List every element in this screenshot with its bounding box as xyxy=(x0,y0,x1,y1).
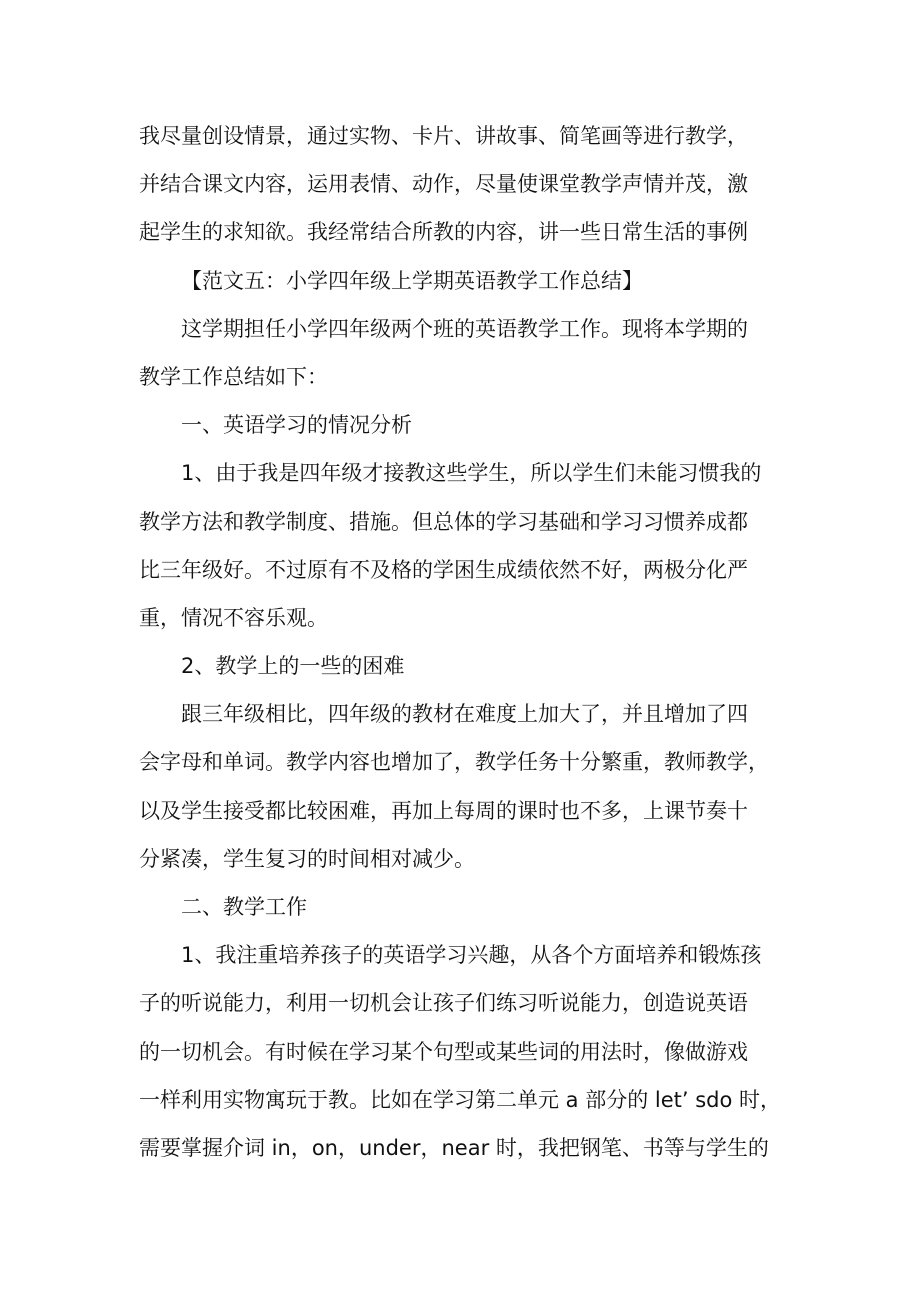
text-line: 这学期担任小学四年级两个班的英语教学工作。现将本学期的 xyxy=(181,316,748,341)
text-line: 【范文五：小学四年级上学期英语教学工作总结】 xyxy=(181,268,643,293)
text-line: 一、英语学习的情况分析 xyxy=(181,413,412,438)
text-line: 1、由于我是四年级才接教这些学生，所以学生们未能习惯我的 xyxy=(181,461,762,486)
text-line: 分紧凑，学生复习的时间相对减少。 xyxy=(139,846,475,871)
text-line: 的一切机会。有时候在学习某个句型或某些词的用法时，像做游戏 xyxy=(139,1039,748,1064)
text-line: 跟三年级相比，四年级的教材在难度上加大了，并且增加了四 xyxy=(181,702,748,727)
text-line: 需要掌握介词 in，on，under，near 时，我把钢笔、书等与学生的 xyxy=(139,1135,769,1160)
text-line: 并结合课文内容，运用表情、动作，尽量使课堂教学声情并茂，激 xyxy=(139,172,748,197)
text-line: 会字母和单词。教学内容也增加了，教学任务十分繁重，教师教学， xyxy=(139,750,769,775)
text-line: 以及学生接受都比较困难，再加上每周的课时也不多，上课节奏十 xyxy=(139,798,748,823)
text-line: 子的听说能力，利用一切机会让孩子们练习听说能力，创造说英语 xyxy=(139,991,748,1016)
text-line: 1、我注重培养孩子的英语学习兴趣，从各个方面培养和锻炼孩 xyxy=(181,943,762,968)
text-line: 教学方法和教学制度、措施。但总体的学习基础和学习习惯养成都 xyxy=(139,509,748,534)
text-line: 一样利用实物寓玩于教。比如在学习第二单元 a 部分的 let’ sdo 时， xyxy=(139,1087,782,1112)
text-line: 二、教学工作 xyxy=(181,895,307,919)
body-text xyxy=(139,112,799,1172)
text-line: 2、教学上的一些的困难 xyxy=(181,654,405,679)
text-line: 重，情况不容乐观。 xyxy=(139,605,328,630)
text-line: 我尽量创设情景，通过实物、卡片、讲故事、简笔画等进行教学， xyxy=(139,124,748,148)
text-line: 起学生的求知欲。我经常结合所教的内容，讲一些日常生活的事例 xyxy=(139,220,748,245)
text-line: 比三年级好。不过原有不及格的学困生成绩依然不好，两极分化严 xyxy=(139,557,748,582)
text-line: 教学工作总结如下： xyxy=(139,364,328,389)
